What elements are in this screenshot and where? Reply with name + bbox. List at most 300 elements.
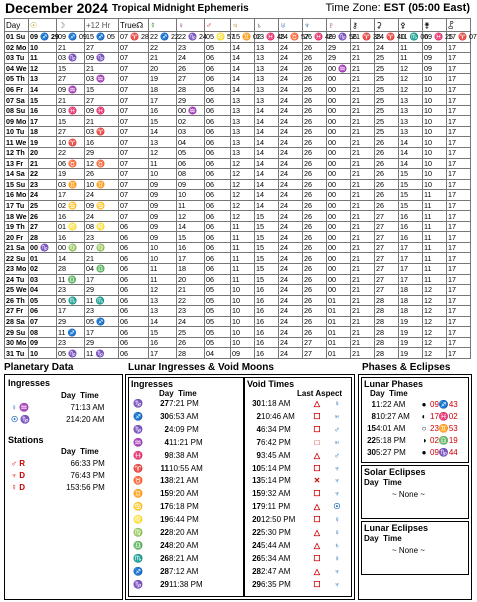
lunar-ingress-row [133, 425, 229, 434]
column-header: ☽ [57, 19, 85, 32]
aspect-glyph: ☐ [313, 553, 321, 563]
table-cell: 24 [279, 42, 303, 53]
table-cell: 24 [279, 84, 303, 95]
table-cell: 17 [447, 105, 471, 116]
time-value: 7:21 PM [169, 399, 199, 408]
table-cell: 14 [399, 158, 423, 169]
planet-glyph: ♀ [334, 399, 340, 408]
table-cell: 07 [119, 169, 149, 180]
table-cell: 21 [351, 200, 375, 211]
planet-glyph: ♆ D [11, 471, 25, 480]
table-cell: 29 [85, 337, 119, 348]
planet-glyph: ♆ [334, 463, 340, 473]
table-cell: 18 [399, 306, 423, 317]
phase-position: 09♑44 [430, 448, 458, 457]
table-cell: 13 [255, 63, 279, 74]
time-value: 7:12 AM [169, 566, 199, 576]
planet-glyph: ♂ R [11, 459, 25, 468]
table-cell: 27 [303, 337, 327, 348]
void-row [247, 541, 347, 550]
aspect-glyph: ☐ [313, 579, 321, 589]
table-cell: 25 We [6, 285, 27, 295]
table-cell: 08 [29, 327, 57, 338]
table-row [5, 116, 471, 127]
table-cell: 17 [447, 148, 471, 159]
table-cell: 06 [205, 179, 231, 190]
day-value: 30 [367, 448, 376, 457]
table-cell: 25 [375, 84, 399, 95]
table-cell: 26 [303, 316, 327, 327]
table-cell: 06 [205, 221, 231, 232]
table-cell: 16 [57, 211, 85, 222]
table-cell: 25 [375, 95, 399, 106]
table-cell: 13 [231, 148, 255, 159]
table-cell: 01 ♌ [57, 221, 85, 232]
table-cell: 17 [447, 274, 471, 285]
station-row [11, 459, 121, 468]
table-cell: 24 [279, 264, 303, 275]
table-cell: 17 [399, 242, 423, 253]
table-cell: 28 [177, 348, 205, 359]
table-cell: 07 [119, 63, 149, 74]
column-header: ⯛ [447, 19, 471, 32]
table-cell: 14 [255, 169, 279, 180]
time-zone [325, 2, 470, 14]
sign-glyph: ♋ [133, 502, 143, 512]
table-cell: 18 [149, 84, 177, 95]
table-row [5, 158, 471, 169]
table-cell: 06 [119, 274, 149, 285]
table-cell: 01 [327, 327, 351, 338]
table-cell: 24 [279, 116, 303, 127]
table-cell: 12 [231, 200, 255, 211]
table-cell: 07 [119, 84, 149, 95]
table-cell: 22 [177, 295, 205, 306]
time-value: 12:50 PM [261, 515, 296, 525]
day-label: Day [61, 447, 76, 456]
void-row [247, 502, 347, 511]
table-cell: 17 [85, 327, 119, 338]
table-cell: 10 [423, 169, 447, 180]
lunar-ing-header [159, 389, 197, 398]
table-cell: 18 [177, 264, 205, 275]
table-cell: 13 [231, 105, 255, 116]
table-cell: 03 ♑ [57, 53, 85, 64]
day-value: 6 [70, 459, 75, 468]
table-cell: 24 [279, 148, 303, 159]
table-cell: 24 [177, 53, 205, 64]
table-cell: 26 [375, 179, 399, 190]
table-cell: 11 [423, 221, 447, 232]
table-cell: 07 [119, 105, 149, 116]
table-cell: 13 [399, 126, 423, 137]
table-cell: 21 [351, 169, 375, 180]
table-cell: 09 [149, 211, 177, 222]
table-cell: 21 [351, 295, 375, 306]
planet-glyph: ♆ [334, 489, 340, 499]
table-cell: 09 [149, 221, 177, 232]
table-cell: 18 [399, 295, 423, 306]
phase-icon: ◑ [421, 436, 427, 445]
table-cell: 11 [149, 274, 177, 285]
table-cell: 21 [85, 63, 119, 74]
table-row [5, 274, 471, 285]
table-cell: 06 Fr [5, 84, 29, 95]
table-cell: 13 [231, 137, 255, 148]
lunar-box [125, 374, 355, 600]
lunar-eclipses-box [361, 521, 469, 575]
table-cell: 07 [119, 95, 149, 106]
day-value: 24 [252, 540, 261, 550]
day-value: 2 [164, 424, 169, 434]
time-label: Time [389, 389, 408, 398]
table-cell: 25 [375, 105, 399, 116]
table-cell: 17 [447, 295, 471, 306]
table-cell: 11 ♐ [57, 327, 85, 338]
day-value: 15 [66, 483, 75, 492]
table-cell: 10 [423, 148, 447, 159]
table-cell: 00 [327, 105, 351, 116]
table-cell: 06 [205, 95, 231, 106]
table-cell: 13 [255, 84, 279, 95]
stations-header [61, 447, 99, 456]
table-cell: 25 [375, 53, 399, 64]
table-cell: 21 [57, 42, 85, 53]
table-cell: 26 [375, 148, 399, 159]
table-cell: 14 [399, 148, 423, 159]
table-cell: 17 [447, 63, 471, 74]
planet-glyph: ☉ ♑ [11, 415, 31, 424]
column-header: ♅ [279, 19, 303, 32]
table-cell: 18 [29, 126, 57, 137]
table-cell: 26 [177, 63, 205, 74]
table-cell: 17 [447, 179, 471, 190]
table-row [5, 105, 471, 116]
table-cell: 26 [303, 264, 327, 275]
time-value: 5:27 PM [376, 448, 406, 457]
void-row [247, 451, 347, 460]
table-cell: 00 [327, 242, 351, 253]
table-cell: 12 ♉ [85, 158, 119, 169]
table-cell: 26 [303, 200, 327, 211]
table-cell: 21 [351, 264, 375, 275]
table-cell: 06 [119, 253, 149, 264]
table-cell: 06 [205, 274, 231, 285]
table-cell: 17 [447, 74, 471, 85]
table-cell: 07 ♍ [85, 242, 119, 253]
phase-position: 02♎19 [430, 436, 458, 445]
table-cell: 13 ♓ 45 [256, 32, 285, 42]
table-cell: 14 [255, 116, 279, 127]
table-cell: 00 [327, 116, 351, 127]
phase-row [364, 436, 466, 445]
table-cell: 10 Tu [5, 126, 29, 137]
table-cell: 11 [231, 232, 255, 243]
day-value: 17 [252, 502, 261, 512]
table-cell: 24 [279, 63, 303, 74]
column-header: ⚵ [423, 19, 447, 32]
time-value: 11:38 PM [169, 579, 203, 589]
table-cell: 03 [29, 274, 57, 285]
table-cell: 24 [279, 105, 303, 116]
table-cell: 21 [351, 95, 375, 106]
planet-glyph: ♀ [334, 528, 340, 537]
table-cell: 29 [327, 42, 351, 53]
table-cell: 24 [279, 348, 303, 359]
table-row [5, 316, 471, 327]
table-cell: 11 [399, 42, 423, 53]
sign-glyph: ♐ [133, 566, 143, 576]
table-cell: 08 [177, 169, 205, 180]
table-cell: 26 [85, 169, 119, 180]
table-row [5, 126, 471, 137]
table-cell: 11 [423, 274, 447, 285]
table-cell: 19 [399, 337, 423, 348]
time-value: 8:21 AM [169, 476, 199, 486]
table-cell: 23 [85, 232, 119, 243]
table-cell: 04 We [6, 63, 27, 73]
table-cell: 05 [205, 306, 231, 317]
table-cell: 26 Th [5, 295, 29, 306]
void-row [247, 412, 347, 421]
table-cell: 00 [327, 221, 351, 232]
void-row [247, 515, 347, 524]
table-cell: 12 [423, 295, 447, 306]
table-cell: 15 [85, 84, 119, 95]
table-cell: 15 [399, 190, 423, 201]
table-cell: 03 ♊ [57, 179, 85, 190]
table-cell: 27 [85, 95, 119, 106]
table-cell: 17 [447, 253, 471, 264]
day-value: 22 [367, 436, 376, 445]
table-cell: 17 [57, 306, 85, 317]
day-value: 21 [66, 415, 75, 424]
table-cell: 15 [255, 264, 279, 275]
table-row [5, 148, 471, 159]
day-value: 4 [164, 437, 169, 447]
table-cell: 14 [231, 74, 255, 85]
table-cell: 28 [29, 232, 57, 243]
table-cell: 10 [149, 242, 177, 253]
table-cell: 26 [375, 169, 399, 180]
sign-glyph: ♌ [133, 515, 143, 525]
table-cell: 17 [447, 158, 471, 169]
column-header: ♄ [255, 19, 279, 32]
time-value: 10:27 AM [376, 412, 410, 421]
table-cell: 05 [205, 42, 231, 53]
day-value: 4 [256, 424, 261, 434]
table-cell: 21 [351, 306, 375, 317]
time-label: Time [80, 447, 99, 456]
table-cell: 06 [119, 221, 149, 232]
day-label: Day [61, 391, 76, 400]
table-cell: 24 [279, 137, 303, 148]
table-cell: 17 [447, 169, 471, 180]
table-cell: 19 [399, 316, 423, 327]
time-label: Time [383, 478, 402, 487]
table-cell: 23 [85, 306, 119, 317]
table-cell: 09 ♓ [85, 105, 119, 116]
time-value: 6:33 PM [75, 459, 105, 468]
table-cell: 00 [327, 84, 351, 95]
table-cell: 00 [327, 211, 351, 222]
table-cell: 00 ♑ [29, 242, 57, 253]
void-row [247, 399, 347, 408]
table-cell: 24 [85, 211, 119, 222]
table-cell: 18 We [6, 211, 27, 221]
table-cell: 14 [29, 84, 57, 95]
table-cell: 28 [375, 327, 399, 338]
table-cell: 22 ♑ 24 [178, 32, 207, 42]
table-cell: 17 [447, 232, 471, 243]
table-cell: 06 [119, 337, 149, 348]
day-value: 22 [160, 528, 169, 537]
lunar-ingress-row [133, 412, 229, 421]
table-cell: 20 [29, 148, 57, 159]
table-cell: 14 [255, 126, 279, 137]
time-value: 3:56 PM [75, 483, 105, 492]
table-cell: 17 [447, 116, 471, 127]
table-cell: 10 ♊ [85, 179, 119, 190]
table-cell: 00 [327, 95, 351, 106]
phases-box [358, 374, 472, 600]
table-cell: 20 Fr [5, 232, 29, 243]
void-times-box [244, 377, 352, 597]
table-cell: 10 [423, 84, 447, 95]
lunar-eclipse-header [364, 534, 402, 543]
table-cell: 01 Su [5, 32, 29, 43]
table-cell: 24 [177, 316, 205, 327]
table-cell: 21 [351, 63, 375, 74]
day-value: 30 [252, 399, 261, 408]
table-cell: 16 [149, 337, 177, 348]
table-cell: 17 [447, 337, 471, 348]
time-label: Time [383, 534, 402, 543]
time-value: 10:55 AM [169, 463, 203, 473]
table-cell: 21 [351, 137, 375, 148]
table-cell: 06 [205, 190, 231, 201]
table-cell: 17 [447, 126, 471, 137]
table-cell: 07 [119, 126, 149, 137]
table-cell: 17 [447, 53, 471, 64]
table-cell: 16 [399, 232, 423, 243]
table-cell: 17 [447, 190, 471, 201]
table-cell: 09 [29, 337, 57, 348]
table-cell: 13 [255, 53, 279, 64]
table-cell: 25 [375, 116, 399, 127]
table-cell: 13 [231, 126, 255, 137]
table-cell: 24 [279, 306, 303, 317]
day-label: Day [364, 478, 379, 487]
lunar-title: Lunar Ingresses & Void Moons [128, 362, 274, 373]
column-header: ⚴ [399, 19, 423, 32]
day-value: 9 [256, 450, 261, 460]
lunar-ingresses-box [128, 377, 244, 597]
table-cell: 24 Tu [5, 274, 29, 285]
table-cell: 26 [303, 242, 327, 253]
table-cell: 17 [149, 95, 177, 106]
table-cell: 26 [177, 337, 205, 348]
table-cell: 24 [279, 126, 303, 137]
table-cell: 00 [327, 200, 351, 211]
sign-glyph: ♎ [133, 540, 143, 550]
table-cell: 00 [327, 253, 351, 264]
table-cell: 22 Su [5, 253, 29, 264]
aspect-glyph: □ [314, 437, 320, 447]
table-cell: 10 [29, 348, 57, 359]
table-cell: 10 [29, 42, 57, 53]
table-cell: 24 [279, 327, 303, 338]
table-cell: 06 [205, 253, 231, 264]
planet-glyph: ♀ [334, 515, 340, 525]
table-cell: 17 [399, 264, 423, 275]
phase-position: 17♓02 [430, 412, 458, 421]
column-header: ☉ [29, 19, 57, 32]
table-cell: 00 [327, 285, 351, 296]
table-cell: 29 [327, 53, 351, 64]
table-cell: 09 [177, 179, 205, 190]
table-cell: 01 [327, 295, 351, 306]
table-cell: 23 [57, 337, 85, 348]
day-value: 29 [252, 579, 261, 589]
table-cell: 17 [447, 84, 471, 95]
day-value: 13 [252, 476, 261, 486]
table-cell: 21 [351, 148, 375, 159]
time-value: 1:13 AM [75, 403, 105, 412]
time-value: 9:20 AM [169, 489, 199, 499]
table-cell: 16 [255, 327, 279, 338]
sign-glyph: ♑ [133, 399, 143, 408]
void-row [247, 489, 347, 498]
aspect-glyph: ☐ [313, 463, 321, 473]
table-cell: 11 [399, 53, 423, 64]
table-cell: 17 Tu [5, 200, 29, 211]
table-cell: 06 [205, 211, 231, 222]
void-row [247, 554, 347, 563]
table-cell: 14 [149, 126, 177, 137]
day-value: 2 [256, 411, 261, 421]
table-cell: 23 [57, 285, 85, 296]
time-label: Time [80, 391, 99, 400]
table-cell: 11 [423, 190, 447, 201]
table-cell: 14 [255, 190, 279, 201]
table-cell: 11 [423, 200, 447, 211]
table-cell: 06 [205, 53, 231, 64]
phase-row [364, 412, 466, 421]
table-cell: 05 [205, 327, 231, 338]
table-cell: 06 [119, 348, 149, 359]
table-cell: 07 [119, 42, 149, 53]
table-cell: 04 [29, 285, 57, 296]
table-cell: 17 [29, 116, 57, 127]
aspect-glyph: △ [313, 502, 321, 512]
table-cell: 10 [423, 116, 447, 127]
table-cell: 11 ♑ [85, 348, 119, 359]
table-cell: 11 [231, 253, 255, 264]
table-cell: 29 [85, 148, 119, 159]
table-cell: 21 Sa [5, 242, 29, 253]
time-value: 9:11 PM [261, 502, 291, 512]
table-cell: 07 [119, 148, 149, 159]
table-cell: 11 [423, 264, 447, 275]
table-cell: 19 [149, 74, 177, 85]
table-cell: 21 [351, 42, 375, 53]
table-cell: 06 [205, 242, 231, 253]
table-cell: 17 [177, 253, 205, 264]
table-cell: 17 [399, 274, 423, 285]
table-row [5, 295, 471, 306]
time-value: 8:38 AM [169, 450, 199, 460]
